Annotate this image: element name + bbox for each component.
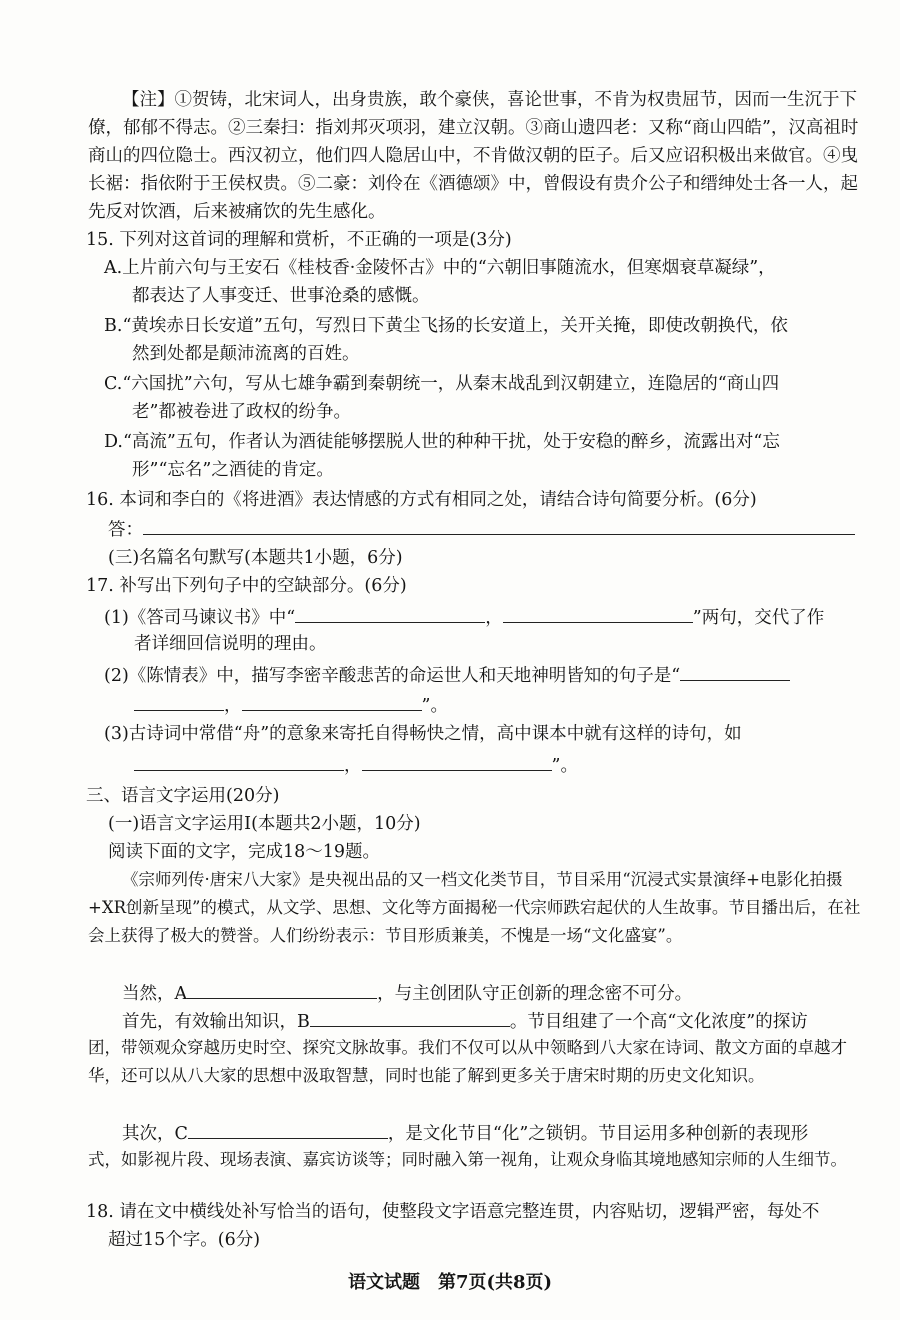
q15-option-c <box>104 370 860 426</box>
part3-instruction: 阅读下面的文字，完成18～19题。 <box>108 842 381 862</box>
para4-suffix: ，是文化节目“化”之锁钥。节目运用多种创新的表现形 <box>387 1124 809 1144</box>
option-line1: “六国扰”六句，写从七雄争霸到秦朝统一，从秦末战乱到汉朝建立，连隐居的“商山四 <box>122 374 780 394</box>
option-line2: 然到处都是颠沛流离的百姓。 <box>132 344 360 364</box>
passage-para3-body: 团，带领观众穿越历史时空、探究文脉故事。我们不仅可以从中领略到八大家在诗词、散文方面的卓越才华，还可以从八大家的思想中汲取智慧，同时也能了解到更多关于唐宋时期的历史文化知识。 <box>88 1038 847 1085</box>
blank-1[interactable] <box>295 602 485 623</box>
passage-para1: 《宗师列传·唐宋八大家》是央视出品的又一档文化类节目，节目采用“沉浸式实景演绎+电影化拍摄+XR创新呈现”的模式，从文学、思想、文化等方面揭秘一代宗师跌宕起伏的人生故事。节目播出后，在社会上获得了极大的赞誉。人们纷纷表示：节目形质兼美，不愧是一场“文化盛宴”。 <box>88 870 861 945</box>
page-footer: 语文试题 第7页(共8页) <box>347 1272 553 1293</box>
blank-6[interactable] <box>362 750 552 771</box>
q15-option-a <box>104 254 860 310</box>
blank-3-cont[interactable] <box>134 690 224 711</box>
q17-item2 <box>104 660 790 690</box>
q18-stem-line2: 超过15个字。(6分) <box>108 1230 261 1250</box>
item1-comma: ， <box>485 608 503 628</box>
section3-title: (三)名篇名句默写(本题共1小题，6分) <box>108 548 403 568</box>
option-line1: 上片前六句与王安石《桂枝香·金陵怀古》中的“六朝旧事随流水，但寒烟衰草凝绿”， <box>122 258 776 278</box>
note-block <box>88 86 860 226</box>
para2-prefix: 当然，A <box>122 984 188 1004</box>
q17-stem: 17. 补写出下列句子中的空缺部分。(6分) <box>86 576 407 596</box>
option-label: C. <box>104 374 123 394</box>
part3-sub1: (一)语言文字运用Ⅰ(本题共2小题，10分) <box>108 814 421 834</box>
item2-prefix: (2)《陈情表》中，描写李密辛酸悲苦的命运世人和天地神明皆知的句子是“ <box>104 666 681 686</box>
q15-option-d <box>104 428 860 484</box>
q17-item3-cont <box>134 750 578 780</box>
blank-c[interactable] <box>188 1118 388 1139</box>
passage-para3-head <box>122 1006 808 1036</box>
option-line1: “高流”五句，作者认为酒徒能够摆脱人世的种种干扰，处于安稳的醉乡，流露出对“忘 <box>122 432 780 452</box>
option-label: A. <box>104 258 123 278</box>
q17-item1-cont: 者详细回信说明的理由。 <box>134 634 327 654</box>
item3-comma: ， <box>344 756 362 776</box>
option-line1: “黄埃赤日长安道”五句，写烈日下黄尘飞扬的长安道上，关开关掩，即使改朝换代，依 <box>122 316 788 336</box>
q15-option-b <box>104 312 860 368</box>
note-text: 【注】①贺铸，北宋词人，出身贵族，敢个豪侠，喜论世事，不肯为权贵屈节，因而一生沉于下僚，郁郁不得志。②三秦扫：指刘邦灭项羽，建立汉朝。③商山遗四老：又称“商山四皓”，汉高祖时商山的四位隐士。西汉初立，他们四人隐居山中，不肯做汉朝的臣子。后又应诏积极出来做官。④曳长裾：指依附于王侯权贵。⑤二豪：刘伶在《酒德颂》中，曾假设有贵介公子和缙绅处士各一人，起先反对饮酒，后来被痛饮的先生感化。 <box>88 90 859 222</box>
blank-4[interactable] <box>242 690 422 711</box>
para3-prefix: 首先，有效输出知识，B <box>122 1012 310 1032</box>
blank-3[interactable] <box>680 660 790 681</box>
q16-stem: 16. 本词和李白的《将进酒》表达情感的方式有相同之处，请结合诗句简要分析。(6分) <box>86 490 757 510</box>
q16-answer-row <box>108 514 855 544</box>
blank-a[interactable] <box>187 978 377 999</box>
part3-title: 三、语言文字运用(20分) <box>86 786 280 806</box>
para4-prefix: 其次，C <box>122 1124 188 1144</box>
passage-para4-head <box>122 1118 808 1148</box>
item1-suffix: ”两句，交代了作 <box>692 608 825 628</box>
option-line2: 形”“忘名”之酒徒的肯定。 <box>132 460 334 480</box>
q18-stem-line1: 18. 请在文中横线处补写恰当的语句，使整段文字语意完整连贯，内容贴切，逻辑严密，每处不 <box>86 1202 820 1222</box>
q17-item2-cont <box>134 690 448 720</box>
option-label: D. <box>104 432 123 452</box>
para3-suffix: 。节目组建了一个高“文化浓度”的探访 <box>509 1012 808 1032</box>
q17-item3: (3)古诗词中常借“舟”的意象来寄托自得畅快之情，高中课本中就有这样的诗句，如 <box>104 724 742 744</box>
item3-end: ”。 <box>551 756 578 776</box>
option-line2: 老”都被卷进了政权的纷争。 <box>132 402 351 422</box>
passage-para4-body: 式，如影视片段、现场表演、嘉宾访谈等；同时融入第一视角，让观众身临其境地感知宗师的人生细节。 <box>88 1150 847 1169</box>
blank-2[interactable] <box>503 602 693 623</box>
item2-end: ”。 <box>421 696 448 716</box>
item1-prefix: (1)《答司马谏议书》中“ <box>104 608 296 628</box>
blank-b[interactable] <box>310 1006 510 1027</box>
blank-5[interactable] <box>134 750 344 771</box>
q15-stem: 15. 下列对这首词的理解和赏析，不正确的一项是(3分) <box>86 230 512 250</box>
passage-para2 <box>122 978 692 1008</box>
answer-label: 答： <box>108 520 143 540</box>
item2-comma: ， <box>224 696 242 716</box>
option-line2: 都表达了人事变迁、世事沧桑的感慨。 <box>132 286 430 306</box>
answer-line[interactable] <box>143 514 855 535</box>
q17-item1 <box>104 602 824 632</box>
para2-suffix: ，与主创团队守正创新的理念密不可分。 <box>377 984 693 1004</box>
option-label: B. <box>104 316 123 336</box>
